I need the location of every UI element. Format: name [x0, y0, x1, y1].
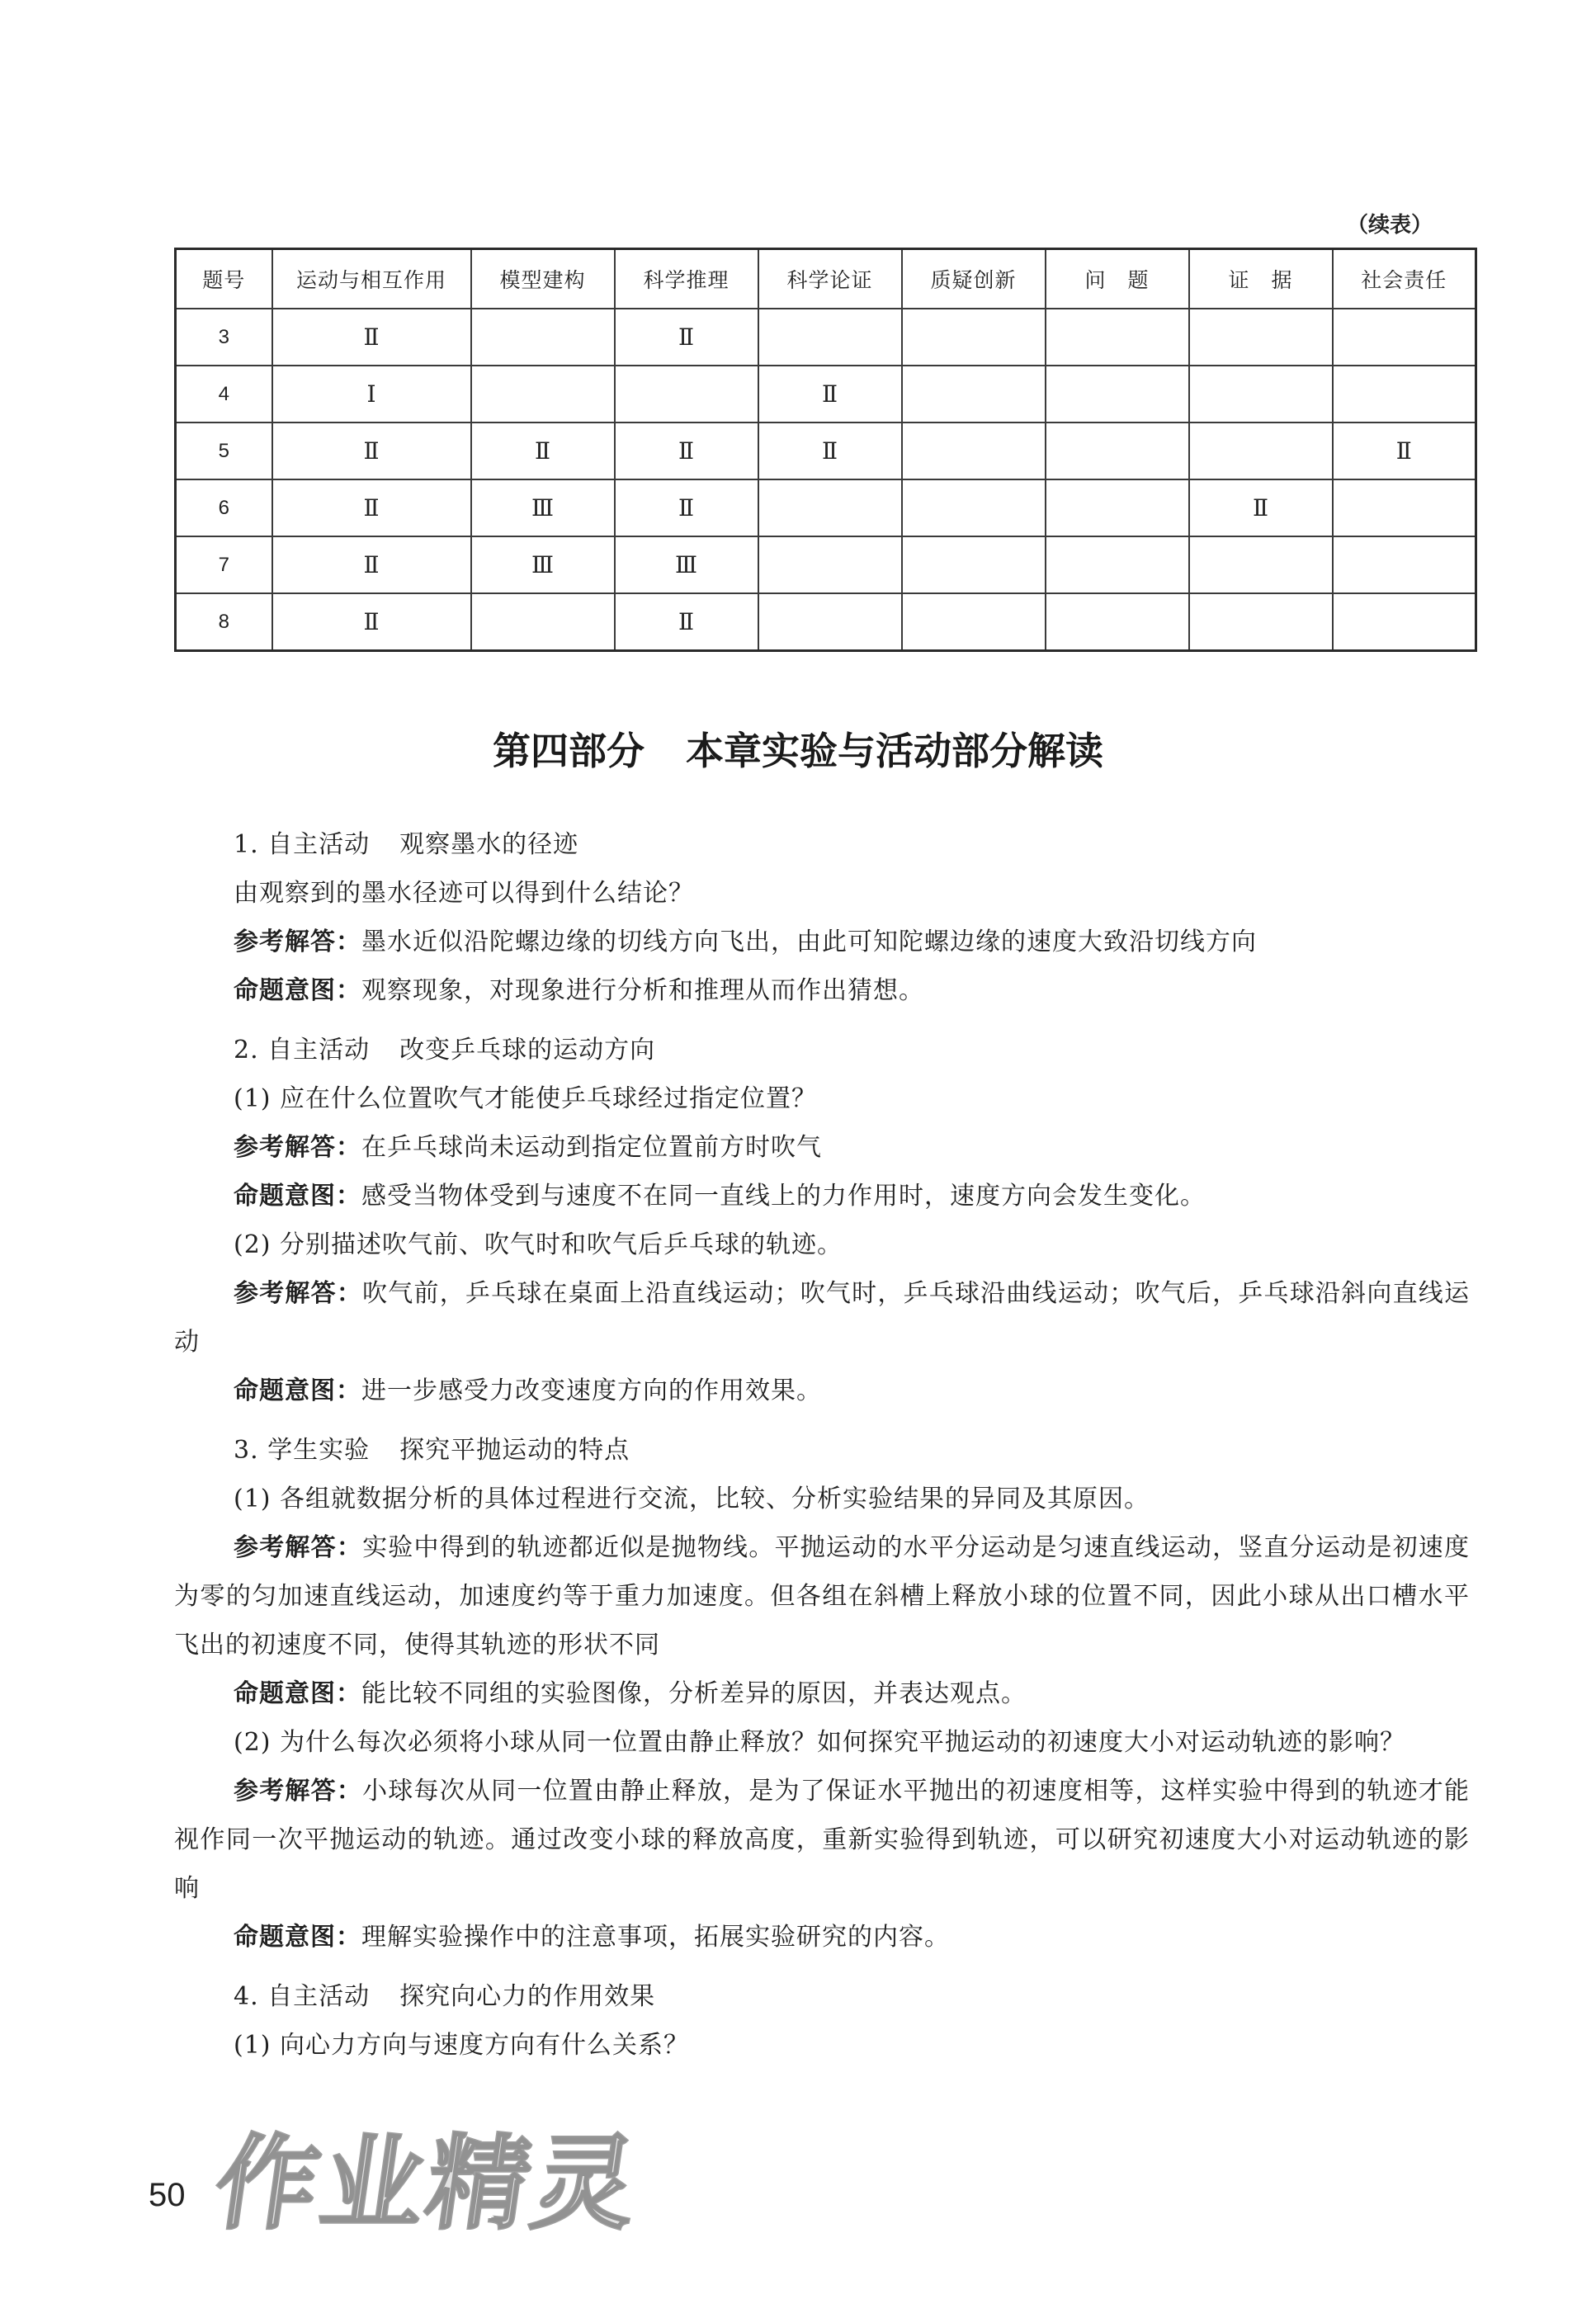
table-cell: [902, 593, 1046, 651]
intent-paragraph: [174, 1669, 1470, 1718]
table-cell: Ⅱ: [615, 479, 758, 536]
intent-paragraph: [174, 1913, 1470, 1962]
table-cell: [1189, 366, 1333, 423]
table-row: [176, 479, 1476, 536]
header-cell: 社会责任: [1333, 249, 1476, 309]
intent-label: 命题意图：: [234, 1376, 361, 1405]
table-cell: [1333, 479, 1476, 536]
table-cell: [1333, 309, 1476, 366]
table-cell: [1046, 366, 1189, 423]
activity-heading: [174, 1972, 1470, 2021]
intent-label: 命题意图：: [234, 1679, 361, 1708]
table-cell: [1333, 593, 1476, 651]
table-cell: [1189, 423, 1333, 479]
page-number: 50: [149, 2177, 186, 2213]
header-cell: 问 题: [1046, 249, 1189, 309]
table-cell: Ⅱ: [758, 423, 902, 479]
answer-text: 墨水近似沿陀螺边缘的切线方向飞出，由此可知陀螺边缘的速度大致沿切线方向: [361, 928, 1257, 956]
header-cell: 模型建构: [471, 249, 615, 309]
header-cell: 运动与相互作用: [272, 249, 471, 309]
question: (1) 各组就数据分析的具体过程进行交流，比较、分析实验结果的异同及其原因。: [234, 1485, 1150, 1513]
section-content: [174, 820, 1470, 2070]
table-cell: 4: [176, 366, 272, 423]
table-cell: [1189, 536, 1333, 593]
answer-label: 参考解答：: [234, 928, 361, 956]
table-cell: [902, 309, 1046, 366]
table-cell: Ⅲ: [471, 479, 615, 536]
activity-name: 探究平抛运动的特点: [399, 1436, 630, 1465]
table-cell: [471, 309, 615, 366]
table-cell: [1333, 366, 1476, 423]
table-cell: 8: [176, 593, 272, 651]
table-row: [176, 423, 1476, 479]
table-cell: [902, 423, 1046, 479]
header-cell: 题号: [176, 249, 272, 309]
question: (1) 向心力方向与速度方向有什么关系？: [234, 2031, 690, 2060]
table-cell: 3: [176, 309, 272, 366]
activity-heading: [174, 820, 1470, 869]
table-cell: Ⅱ: [1189, 479, 1333, 536]
table-cell: Ⅱ: [272, 309, 471, 366]
intent-text: 感受当物体受到与速度不在同一直线上的力作用时，速度方向会发生变化。: [361, 1182, 1206, 1211]
table-cell: Ⅱ: [615, 423, 758, 479]
intent-label: 命题意图：: [234, 1182, 361, 1211]
table-cell: [758, 536, 902, 593]
activity-number: 4. 自主活动: [234, 1982, 371, 2011]
table-cell: [1333, 536, 1476, 593]
question: 由观察到的墨水径迹可以得到什么结论？: [234, 879, 694, 908]
table-cell: Ⅱ: [471, 423, 615, 479]
intent-text: 进一步感受力改变速度方向的作用效果。: [361, 1376, 822, 1405]
table-cell: Ⅲ: [471, 536, 615, 593]
table-cell: [902, 366, 1046, 423]
answer-paragraph: [174, 1123, 1470, 1172]
answer-label: 参考解答：: [234, 1279, 363, 1308]
question: (2) 分别描述吹气前、吹气时和吹气后乒乓球的轨迹。: [234, 1230, 843, 1259]
table-cell: 5: [176, 423, 272, 479]
activity-heading: [174, 1426, 1470, 1475]
table-cell: Ⅲ: [615, 536, 758, 593]
table-cell: [902, 479, 1046, 536]
table-cell: [615, 366, 758, 423]
answer-paragraph: [174, 1767, 1470, 1913]
answer-paragraph: [174, 918, 1470, 966]
table-cell: [758, 593, 902, 651]
table-cell: [471, 366, 615, 423]
table-row: [176, 536, 1476, 593]
table-cell: Ⅱ: [272, 536, 471, 593]
answer-paragraph: [174, 1269, 1470, 1367]
table-row: [176, 593, 1476, 651]
section-part: 第四部分: [493, 729, 645, 773]
table-cell: 7: [176, 536, 272, 593]
answer-text: 在乒乓球尚未运动到指定位置前方时吹气: [361, 1133, 822, 1162]
answer-paragraph: [174, 1523, 1470, 1669]
table-cell: Ⅱ: [272, 593, 471, 651]
activity-name: 观察墨水的径迹: [399, 830, 579, 859]
activity-heading: [174, 1026, 1470, 1074]
table-cell: [758, 309, 902, 366]
table-cell: Ⅱ: [272, 423, 471, 479]
header-cell: 证 据: [1189, 249, 1333, 309]
header-cell: 质疑创新: [902, 249, 1046, 309]
answer-label: 参考解答：: [234, 1133, 361, 1162]
table-cell: Ⅱ: [1333, 423, 1476, 479]
table-cell: [471, 593, 615, 651]
table-cell: [1046, 536, 1189, 593]
section-heading: 本章实验与活动部分解读: [686, 729, 1103, 773]
table-continued-caption: （续表）: [1346, 213, 1433, 238]
answer-text: 实验中得到的轨迹都近似是抛物线。平抛运动的水平分运动是匀速直线运动，竖直分运动是初速度为零的匀加速直线运动，加速度约等于重力加速度。但各组在斜槽上释放小球的位置不同，因此小球从出口槽水平飞出的初速度不同，使得其轨迹的形状不同: [174, 1533, 1471, 1659]
table-cell: [1046, 479, 1189, 536]
intent-paragraph: [174, 1172, 1470, 1220]
competency-table: [174, 248, 1477, 652]
table-row: [176, 309, 1476, 366]
activity-name: 改变乒乓球的运动方向: [399, 1036, 656, 1065]
header-cell: 科学推理: [615, 249, 758, 309]
intent-text: 理解实验操作中的注意事项，拓展实验研究的内容。: [361, 1923, 950, 1952]
table-cell: [1189, 593, 1333, 651]
section-title: [0, 718, 1596, 784]
table-row: [176, 366, 1476, 423]
table-cell: [758, 479, 902, 536]
question: (2) 为什么每次必须将小球从同一位置由静止释放？如何探究平抛运动的初速度大小对运动轨迹的影响？: [234, 1728, 1406, 1757]
answer-label: 参考解答：: [234, 1533, 363, 1562]
table-header-row: [176, 249, 1476, 309]
answer-text: 小球每次从同一位置由静止释放，是为了保证水平抛出的初速度相等，这样实验中得到的轨迹才能视作同一次平抛运动的轨迹。通过改变小球的释放高度，重新实验得到轨迹，可以研究初速度大小对运动轨迹的影响: [174, 1777, 1471, 1903]
header-cell: 科学论证: [758, 249, 902, 309]
table-cell: Ⅱ: [758, 366, 902, 423]
table-cell: Ⅱ: [615, 593, 758, 651]
activity-number: 1. 自主活动: [234, 830, 371, 859]
answer-label: 参考解答：: [234, 1777, 363, 1806]
question: (1) 应在什么位置吹气才能使乒乓球经过指定位置？: [234, 1084, 818, 1113]
activity-number: 3. 学生实验: [234, 1436, 371, 1465]
table-cell: [1046, 309, 1189, 366]
table-cell: [902, 536, 1046, 593]
intent-paragraph: [174, 966, 1470, 1015]
table-cell: Ⅰ: [272, 366, 471, 423]
intent-text: 观察现象，对现象进行分析和推理从而作出猜想。: [361, 976, 924, 1005]
intent-paragraph: [174, 1367, 1470, 1415]
table-cell: [1046, 423, 1189, 479]
intent-label: 命题意图：: [234, 976, 361, 1005]
table-cell: [1046, 593, 1189, 651]
intent-text: 能比较不同组的实验图像，分析差异的原因，并表达观点。: [361, 1679, 1027, 1708]
table-cell: [1189, 309, 1333, 366]
table-cell: Ⅱ: [615, 309, 758, 366]
table-cell: 6: [176, 479, 272, 536]
intent-label: 命题意图：: [234, 1923, 361, 1952]
activity-name: 探究向心力的作用效果: [399, 1982, 656, 2011]
answer-text: 吹气前，乒乓球在桌面上沿直线运动；吹气时，乒乓球沿曲线运动；吹气后，乒乓球沿斜向直线运动: [174, 1279, 1471, 1357]
activity-number: 2. 自主活动: [234, 1036, 371, 1065]
table-cell: Ⅱ: [272, 479, 471, 536]
watermark-logo: 作业精灵: [207, 2125, 648, 2244]
